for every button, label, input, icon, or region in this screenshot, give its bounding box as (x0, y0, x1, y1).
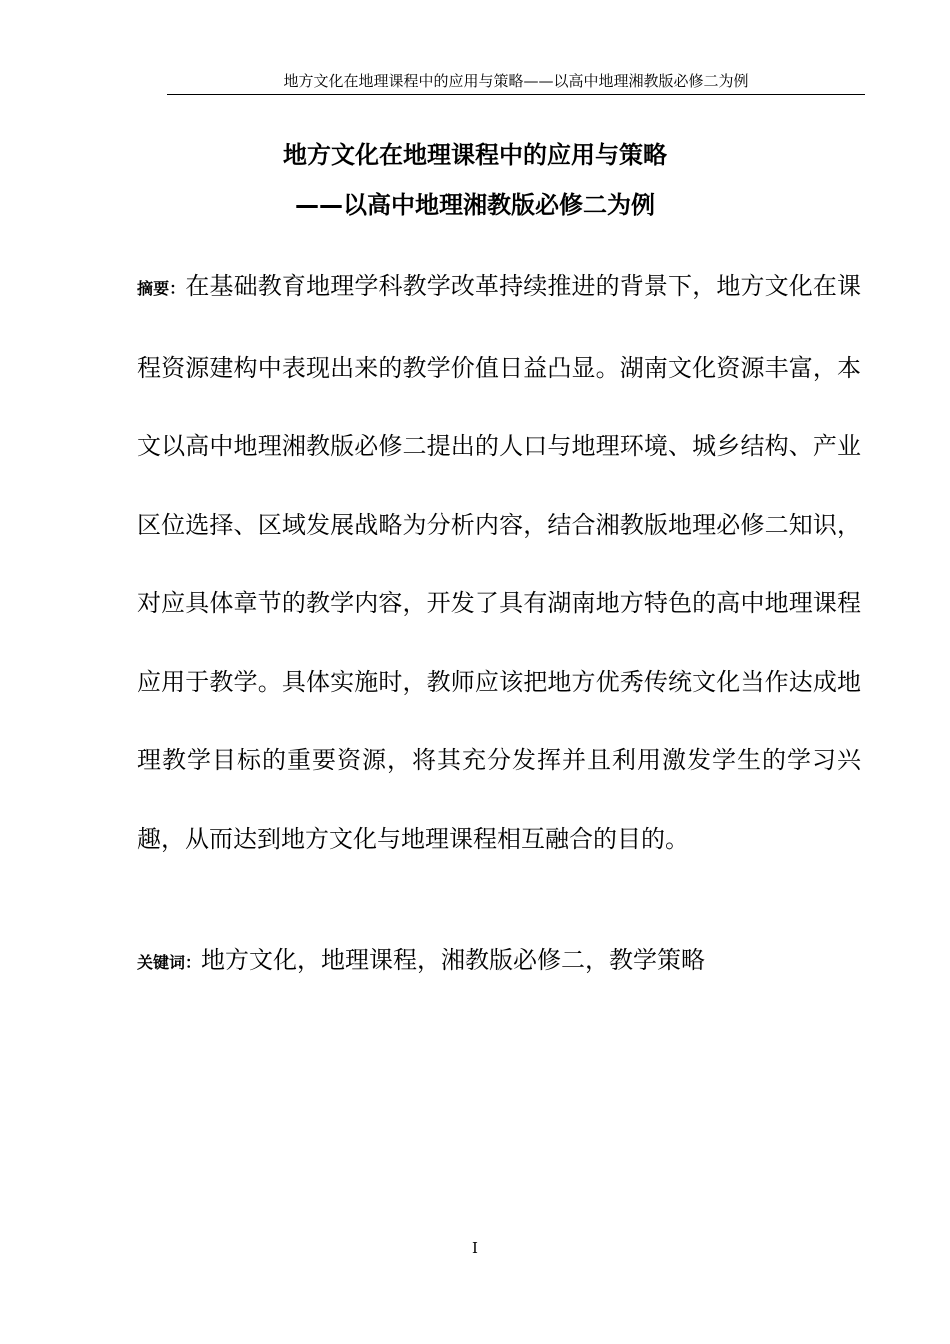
abstract (137, 247, 861, 878)
page-number: I (472, 1239, 478, 1257)
keywords (137, 943, 861, 980)
paper-subtitle: ——以高中地理湘教版必修二为例 (295, 191, 655, 219)
abstract-text: 在基础教育地理学科教学改革持续推进的背景下，地方文化在课程资源建构中表现出来的教学价值日益凸显。湖南文化资源丰富，本文以高中地理湘教版必修二提出的人口与地理环境、城乡结构、产业区位选择、区域发展战略为分析内容，结合湘教版地理必修二知识，对应具体章节的教学内容，开发了具有湖南地方特色的高中地理课程应用于教学。具体实施时，教师应该把地方优秀传统文化当作达成地理教学目标的重要资源，将其充分发挥并且利用激发学生的学习兴趣，从而达到地方文化与地理课程相互融合的目的。 (137, 272, 861, 853)
keywords-label: 关键词： (137, 953, 202, 972)
paper-title: 地方文化在地理课程中的应用与策略 (283, 141, 667, 169)
running-header: 地方文化在地理课程中的应用与策略——以高中地理湘教版必修二为例 (167, 70, 865, 95)
keywords-text: 地方文化，地理课程，湘教版必修二，教学策略 (201, 946, 706, 974)
abstract-label: 摘要： (137, 279, 186, 298)
